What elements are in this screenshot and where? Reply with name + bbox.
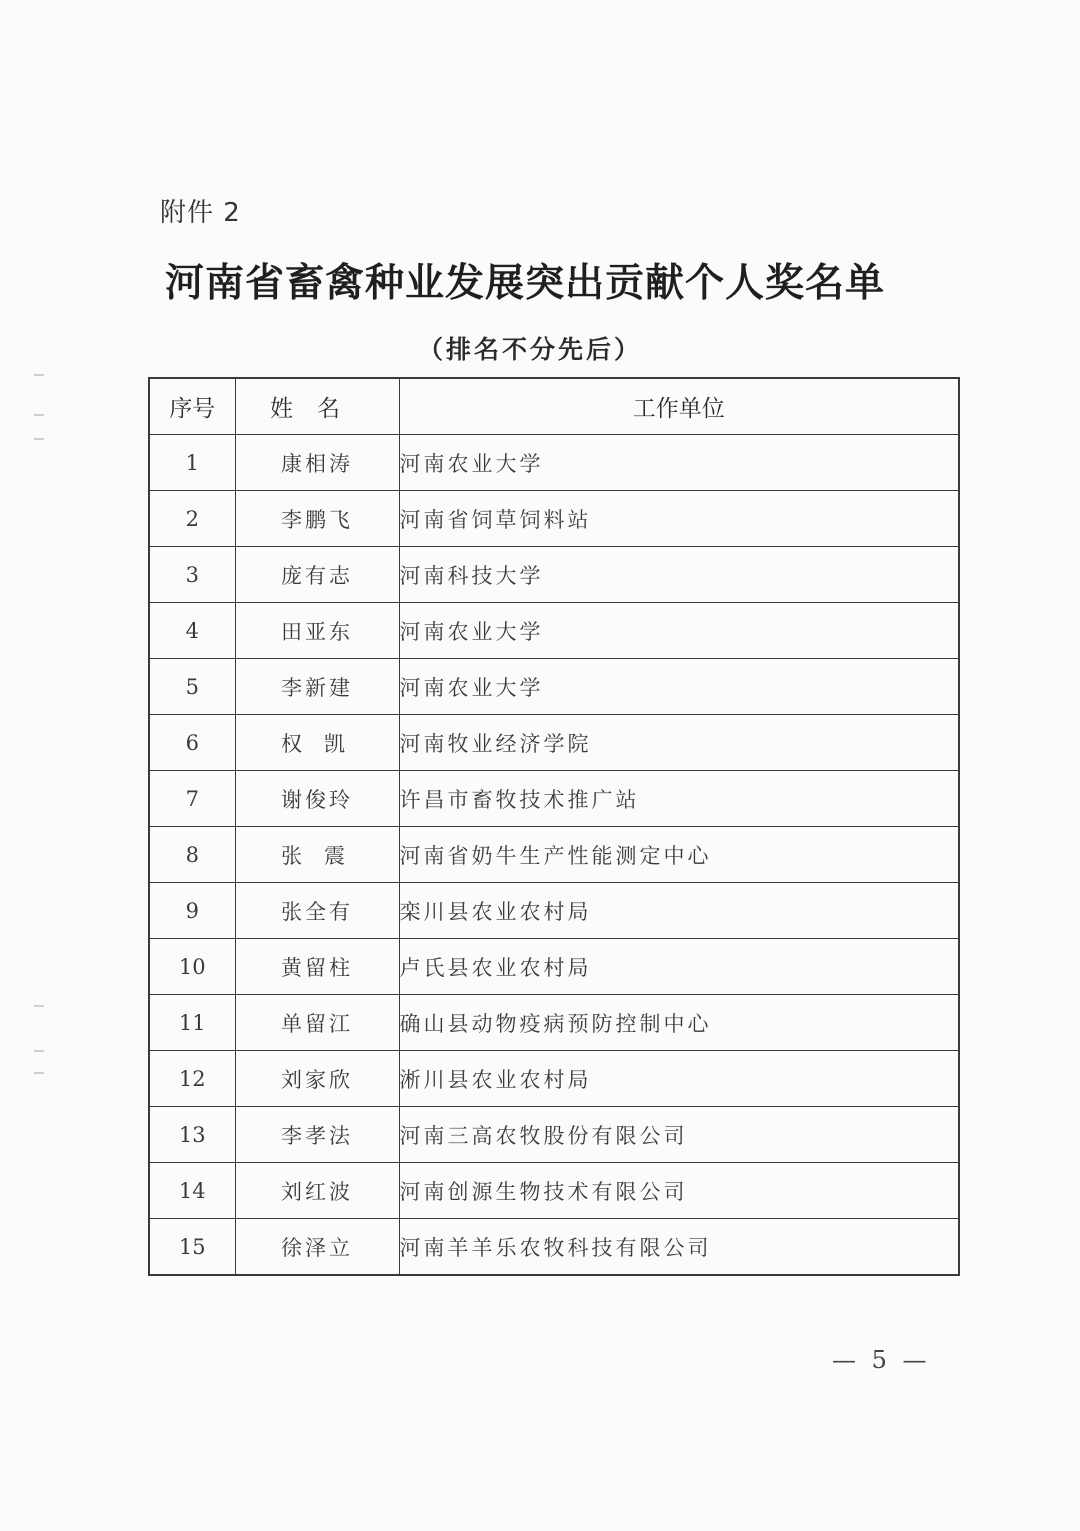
row-serial-number: 11 (149, 995, 235, 1051)
row-serial-number: 2 (149, 491, 235, 547)
table-row (149, 659, 959, 715)
table-row (149, 547, 959, 603)
row-work-unit: 栾川县农业农村局 (399, 883, 959, 939)
row-serial-number: 8 (149, 827, 235, 883)
row-person-name: 田亚东 (235, 603, 399, 659)
row-person-name: 李鹏飞 (235, 491, 399, 547)
table-row (149, 603, 959, 659)
page-title: 河南省畜禽种业发展突出贡献个人奖名单 (164, 260, 885, 306)
header-name: 姓名 (235, 378, 399, 435)
row-serial-number: 6 (149, 715, 235, 771)
table-row (149, 1051, 959, 1107)
table-row (149, 1219, 959, 1276)
row-person-name: 黄留柱 (235, 939, 399, 995)
row-serial-number: 10 (149, 939, 235, 995)
table-row (149, 1163, 959, 1219)
row-work-unit: 河南省奶牛生产性能测定中心 (399, 827, 959, 883)
row-person-name: 庞有志 (235, 547, 399, 603)
row-serial-number: 7 (149, 771, 235, 827)
attachment-label: 附件 2 (160, 198, 241, 228)
table-row (149, 771, 959, 827)
table-row (149, 491, 959, 547)
row-serial-number: 14 (149, 1163, 235, 1219)
scan-speck (34, 414, 44, 416)
row-person-name: 刘红波 (235, 1163, 399, 1219)
row-work-unit: 许昌市畜牧技术推广站 (399, 771, 959, 827)
row-person-name: 李孝法 (235, 1107, 399, 1163)
row-person-name: 谢俊玲 (235, 771, 399, 827)
header-work-unit: 工作单位 (399, 378, 959, 435)
row-work-unit: 河南牧业经济学院 (399, 715, 959, 771)
scan-speck (34, 1005, 44, 1007)
row-work-unit: 河南农业大学 (399, 603, 959, 659)
page-subtitle: （排名不分先后） (417, 335, 642, 364)
row-work-unit: 河南农业大学 (399, 435, 959, 491)
table-body (149, 435, 959, 1276)
scan-speck (34, 438, 44, 440)
scan-speck (34, 1072, 44, 1074)
row-work-unit: 河南省饲草饲料站 (399, 491, 959, 547)
row-serial-number: 13 (149, 1107, 235, 1163)
row-serial-number: 5 (149, 659, 235, 715)
table-row (149, 1107, 959, 1163)
row-work-unit: 确山县动物疫病预防控制中心 (399, 995, 959, 1051)
scan-speck (34, 374, 44, 376)
row-work-unit: 河南羊羊乐农牧科技有限公司 (399, 1219, 959, 1276)
row-work-unit: 河南创源生物技术有限公司 (399, 1163, 959, 1219)
row-work-unit: 淅川县农业农村局 (399, 1051, 959, 1107)
page-number: — 5 — (832, 1346, 931, 1374)
table-header-row (149, 378, 959, 435)
row-person-name: 张全有 (235, 883, 399, 939)
table-row (149, 939, 959, 995)
row-person-name: 张震 (235, 827, 399, 883)
row-person-name: 康相涛 (235, 435, 399, 491)
table-row (149, 715, 959, 771)
header-serial-number: 序号 (149, 378, 235, 435)
row-work-unit: 河南农业大学 (399, 659, 959, 715)
table-row (149, 435, 959, 491)
row-serial-number: 3 (149, 547, 235, 603)
scan-speck (34, 1050, 44, 1052)
row-serial-number: 4 (149, 603, 235, 659)
row-work-unit: 河南三高农牧股份有限公司 (399, 1107, 959, 1163)
award-list-table (148, 377, 960, 1276)
row-serial-number: 9 (149, 883, 235, 939)
row-serial-number: 15 (149, 1219, 235, 1276)
table-row (149, 827, 959, 883)
row-serial-number: 1 (149, 435, 235, 491)
table-row (149, 883, 959, 939)
table-row (149, 995, 959, 1051)
row-work-unit: 河南科技大学 (399, 547, 959, 603)
row-person-name: 权凯 (235, 715, 399, 771)
row-person-name: 徐泽立 (235, 1219, 399, 1276)
row-work-unit: 卢氏县农业农村局 (399, 939, 959, 995)
row-person-name: 单留江 (235, 995, 399, 1051)
row-serial-number: 12 (149, 1051, 235, 1107)
row-person-name: 李新建 (235, 659, 399, 715)
row-person-name: 刘家欣 (235, 1051, 399, 1107)
